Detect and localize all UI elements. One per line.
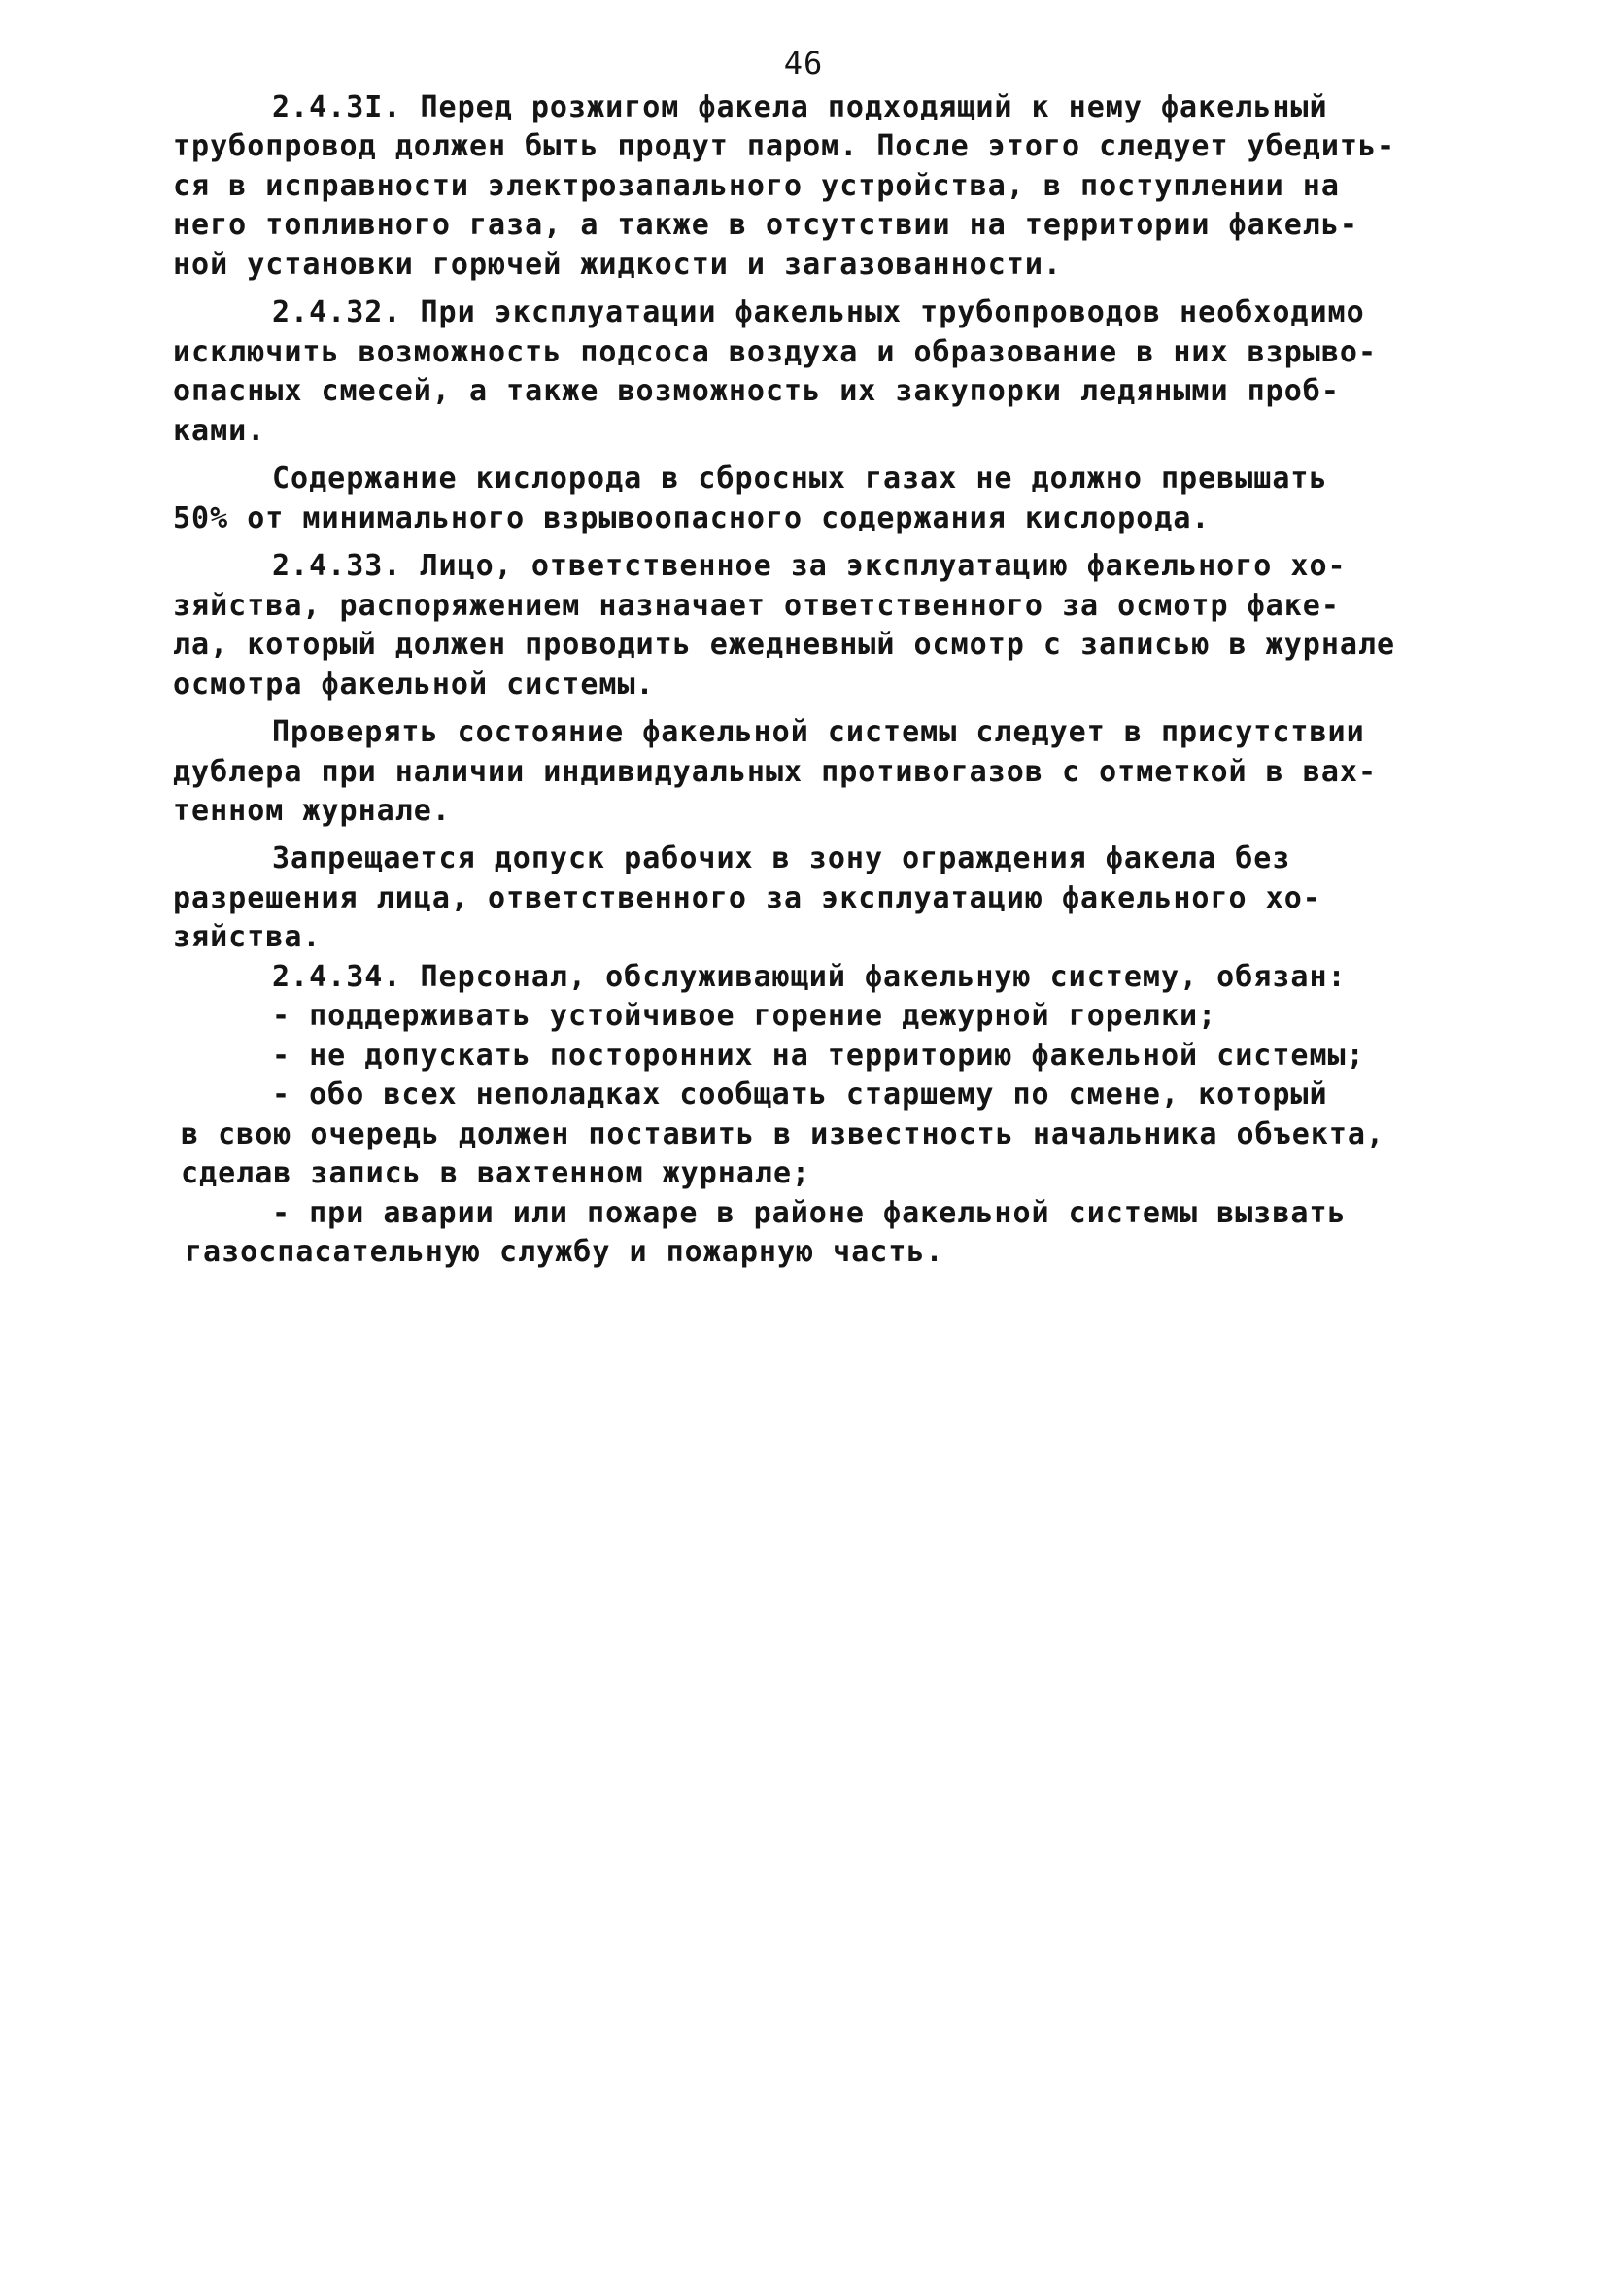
text-line: осмотра факельной системы. [173,668,655,702]
text-line: ками. [173,414,266,448]
text-line: исключить возможность подсоса воздуха и образование в них взрыво- [173,335,1377,369]
text-line: - поддерживать устойчивое горение дежурной горелки; [272,999,1217,1033]
text-line: Проверять состояние факельной системы следует в присутствии [272,715,1365,749]
text-line: Содержание кислорода в сбросных газах не должно превышать [272,462,1328,496]
text-line: 2.4.3I. Перед розжигом факела подходящий к нему факельный [272,90,1328,124]
text-line: в свою очередь должен поставить в известность начальника объекта, [181,1117,1385,1151]
text-line: - обо всех неполадках сообщать старшему по смене, который [272,1078,1328,1112]
text-line: ла, который должен проводить ежедневный осмотр с записью в журнале [173,628,1396,662]
text-line: опасных смесей, а также возможность их закупорки ледяными проб- [173,374,1340,408]
text-line: - при аварии или пожаре в районе факельной системы вызвать [272,1196,1347,1230]
text-line: газоспасательную службу и пожарную часть. [185,1235,944,1269]
text-line: ной установки горючей жидкости и загазованности. [173,248,1062,282]
text-line: зяйства. [173,920,322,954]
text-line: ся в исправности электрозапального устройства, в поступлении на [173,169,1340,203]
text-line: разрешения лица, ответственного за эксплуатацию факельного хо- [173,881,1321,915]
text-line: 2.4.33. Лицо, ответственное за эксплуатацию факельного хо- [272,549,1347,583]
text-line: дублера при наличии индивидуальных противогазов с отметкой в вах- [173,755,1377,789]
text-line: трубопровод должен быть продут паром. После этого следует убедить- [173,129,1396,163]
text-line: 2.4.32. При эксплуатации факельных трубопроводов необходимо [272,295,1365,329]
text-line: - не допускать посторонних на территорию факельной системы; [272,1039,1365,1073]
text-line: зяйства, распоряжением назначает ответственного за осмотр факе- [173,589,1340,623]
text-line: него топливного газа, а также в отсутствии на территории факель- [173,208,1358,242]
text-line: 2.4.34. Персонал, обслуживающий факельную систему, обязан: [272,960,1347,994]
text-line: 50% от минимального взрывоопасного содержания кислорода. [173,501,1211,535]
text-line: сделав запись в вахтенном журнале; [181,1156,811,1190]
text-line: тенном журнале. [173,794,451,828]
text-line: Запрещается допуск рабочих в зону ограждения факела без [272,841,1291,875]
page-number: 46 [783,45,824,82]
